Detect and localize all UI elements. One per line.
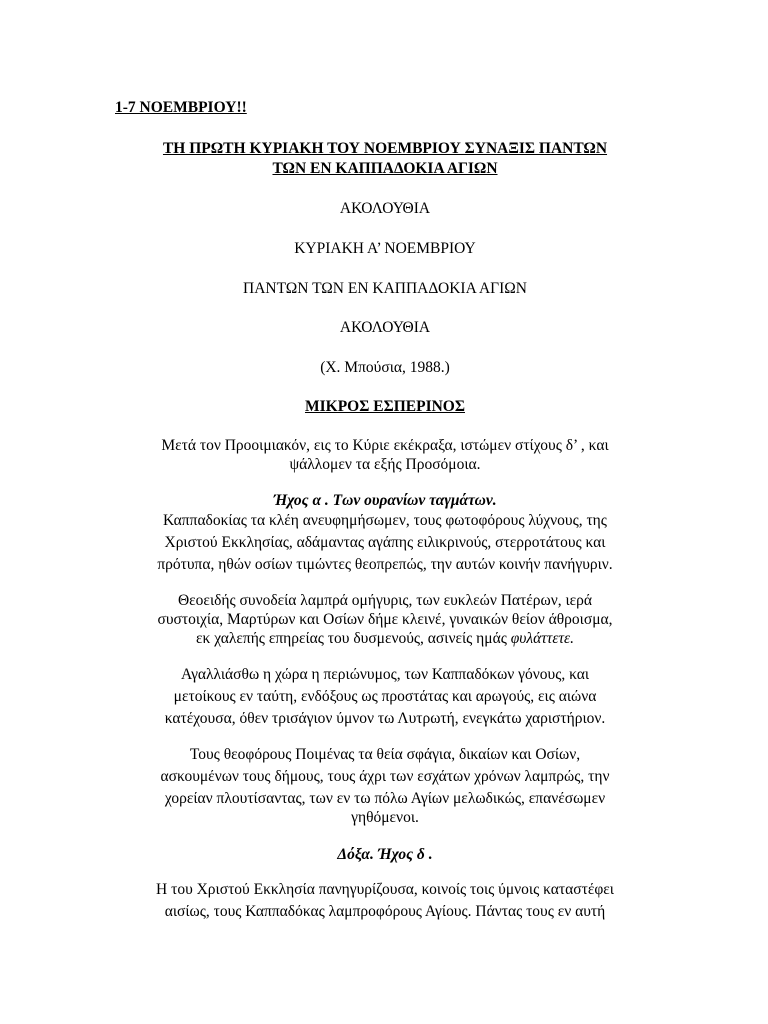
date-heading: 1-7 ΝΟΕΜΒΡΙΟΥ!!: [115, 99, 247, 116]
intro-paragraph: [115, 436, 655, 474]
stanza-4-line-4: γηθόμενοι.: [351, 809, 419, 826]
main-title-line-2: ΤΩΝ ΕΝ ΚΑΠΠΑΔΟΚΙΑ ΑΓΙΩΝ: [272, 160, 498, 177]
author-line: (Χ. Μπούσια, 1988.): [320, 359, 450, 376]
stanza-1-line-2: Χριστού Εκκλησίας, αδάμαντας αγάπης ειλικρινούς, στερροτάτους και: [164, 534, 606, 551]
intro-line-2: ψάλλομεν τα εξής Προσόμοια.: [289, 456, 481, 473]
section-title: ΜΙΚΡΟΣ ΕΣΠΕΡΙΝΟΣ: [304, 398, 465, 415]
stanza-2-line-3-italic: φυλάττετε.: [510, 630, 574, 647]
stanza-2-line-3: [115, 629, 655, 648]
doxa-line-1: Η του Χριστού Εκκλησία πανηγυρίζουσα, κοινοίς τοις ύμνοις καταστέφει: [156, 881, 614, 898]
document-page: [115, 98, 655, 921]
akolouthia-line-2: ΑΚΟΛΟΥΘΙΑ: [339, 319, 431, 336]
stanza-3-line-1: Αγαλλιάσθω η χώρα η περιώνυμος, των Καππαδόκων γόνους, και: [180, 666, 590, 683]
stanza-4: [115, 745, 655, 827]
stanza-2-line-3-text: εκ χαλεπής επηρείας του δυσμενούς, ασινείς ημάς: [196, 630, 511, 647]
stanza-3: [115, 665, 655, 728]
stanza-1-line-1: Καππαδοκίας τα κλέη ανευφημήσωμεν, τους φωτοφόρους λύχνους, της: [163, 512, 607, 529]
doxa-paragraph: [115, 880, 655, 921]
stanza-3-line-2: μετοίκους εν ταύτη, ενδόξους ως προστάτας και αρωγούς, εις αιώνα: [173, 688, 597, 705]
stanza-2-line-2: συστοιχία, Μαρτύρων και Οσίων δήμε κλεινέ, γυναικών θείον άθροισμα,: [157, 611, 613, 628]
panton-line: ΠΑΝΤΩΝ ΤΩΝ ΕΝ ΚΑΠΠΑΔΟΚΙΑ ΑΓΙΩΝ: [243, 280, 527, 297]
akolouthia-line-1: ΑΚΟΛΟΥΘΙΑ: [339, 200, 431, 217]
intro-line-1: Μετά τον Προοιμιακόν, εις το Κύριε εκέκραξα, ιστώμεν στίχους δ’ , και: [161, 437, 609, 454]
stanza-4-line-2: ασκουμένων τους δήμους, τους άχρι των εσχάτων χρόνων λαμπρώς, την: [160, 768, 610, 785]
stanza-2-line-1: Θεοειδής συνοδεία λαμπρά ομήγυρις, των ευκλεών Πατέρων, ιερά: [177, 592, 592, 609]
stanza-4-line-1: Τους θεοφόρους Ποιμένας τα θεία σφάγια, δικαίων και Οσίων,: [189, 746, 581, 763]
stanza-1-line-3: πρότυπα, ηθών οσίων τιμώντες θεοπρεπώς, την αυτών κοινήν πανήγυριν.: [157, 556, 613, 573]
tone-heading: Ήχος α . Των ουρανίων ταγμάτων.: [273, 492, 497, 509]
stanza-1: [115, 511, 655, 574]
stanza-2: [115, 591, 655, 648]
doxa-line-2: αισίως, τους Καππαδόκας λαμπροφόρους Αγίους. Πάντας τους εν αυτή: [164, 903, 606, 920]
stanza-3-line-3: κατέχουσα, όθεν τρισάγιον ύμνον τω Λυτρωτή, ενεγκάτω χαριστήριον.: [164, 710, 606, 727]
kyriaki-line: ΚΥΡΙΑΚΗ Α’ ΝΟΕΜΒΡΙΟΥ: [294, 240, 476, 257]
main-title-line-1: ΤΗ ΠΡΩΤΗ ΚΥΡΙΑΚΗ ΤΟΥ ΝΟΕΜΒΡΙΟΥ ΣΥΝΑΞΙΣ ΠΑΝΤΩΝ: [162, 140, 608, 157]
main-title: [115, 139, 655, 179]
doxa-heading: Δόξα. Ήχος δ .: [337, 846, 433, 863]
stanza-4-line-3: χορείαν πλουτίσαντας, των εν τω πόλω Αγίων μελωδικώς, επανέσωμεν: [164, 790, 606, 807]
